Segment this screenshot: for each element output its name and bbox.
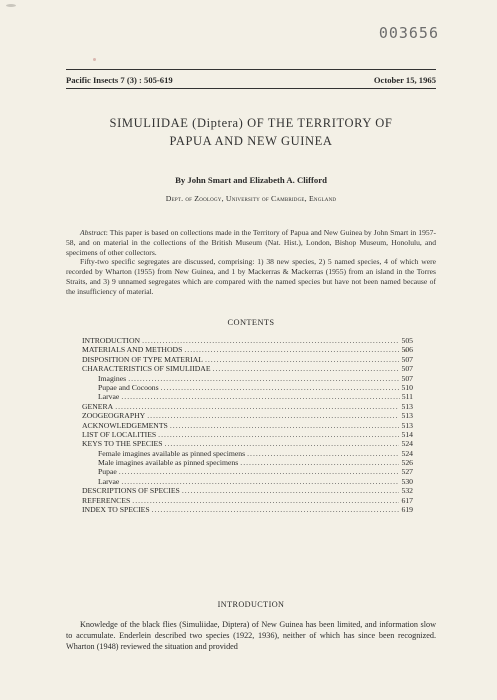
toc-entry-page: 514 (401, 429, 413, 439)
toc-leader-dots (121, 392, 399, 401)
toc-entry-page: 524 (401, 439, 413, 449)
toc-entry (82, 364, 413, 373)
toc-leader-dots (132, 496, 399, 505)
toc-entry-page: 510 (401, 382, 413, 392)
toc-leader-dots (147, 411, 399, 420)
journal-citation: Pacific Insects 7 (3) : 505-619 (66, 75, 173, 85)
toc-entry-page: 524 (401, 448, 413, 458)
toc-entry (82, 496, 413, 505)
contents-heading: CONTENTS (227, 318, 275, 327)
toc-entry-title: REFERENCES (82, 495, 131, 505)
toc-entry-title: LIST OF LOCALITIES (82, 429, 157, 439)
toc-entry-title: KEYS TO THE SPECIES (82, 439, 163, 449)
toc-entry-title: Pupae (98, 467, 117, 477)
toc-leader-dots (247, 449, 399, 458)
toc-entry-title: Pupae and Cocoons (98, 382, 159, 392)
header-rule-top (66, 69, 436, 70)
abstract-paragraph-1 (66, 228, 436, 257)
toc-entry (82, 467, 413, 476)
toc-entry-page: 527 (401, 467, 413, 477)
toc-leader-dots (152, 505, 400, 514)
toc-leader-dots (121, 477, 399, 486)
toc-entry-title: Female imagines available as pinned specimens (98, 448, 246, 458)
affiliation: Dept. of Zoology, University of Cambridge, England (165, 194, 337, 203)
toc-entry (82, 355, 413, 364)
author-line: By John Smart and Elizabeth A. Clifford (175, 175, 327, 185)
toc-entry (82, 411, 413, 420)
abstract-paragraph-2: Fifty-two specific segregates are discussed, comprising: 1) 38 new species, 2) 5 named species, 4 of which were recorded by Wharton (1955) from New Guinea, and 1 by Mackerras & Mackerras (1955) from an island in the Torres Straits, and 3) 9 unnamed segregates which are compared with the named species but have not been named because of the insufficiency of material. (66, 257, 436, 296)
toc-leader-dots (240, 458, 399, 467)
paper-title-line-2: PAPUA AND NEW GUINEA (169, 134, 333, 148)
toc-entry-title: Male imagines available as pinned specimens (98, 458, 239, 468)
publication-date: October 15, 1965 (373, 75, 436, 85)
paper-stain (93, 58, 96, 61)
introduction-heading: INTRODUCTION (217, 600, 285, 609)
introduction-text (66, 619, 436, 653)
toc-entry-title: INTRODUCTION (82, 336, 141, 345)
toc-leader-dots (161, 383, 400, 392)
toc-entry-title: MATERIALS AND METHODS (82, 345, 183, 355)
journal-header (66, 75, 436, 85)
toc-leader-dots (213, 364, 400, 373)
toc-leader-dots (170, 421, 400, 430)
toc-entry-title: GENERA (82, 401, 114, 411)
toc-leader-dots (128, 374, 399, 383)
toc-entry-page: 513 (401, 420, 413, 430)
table-of-contents (82, 336, 413, 514)
paper-title-line-1: SIMULIIDAE (Diptera) OF THE TERRITORY OF (109, 116, 393, 130)
toc-entry (82, 336, 413, 345)
introduction-paragraph: Knowledge of the black flies (Simuliidae, Diptera) of New Guinea has been limited, and information slow to accumulate. Enderlein described two species (1922, 1936), neither of which has since been recognized. Wharton (1948) reviewed the situation and provided (66, 620, 436, 652)
toc-entry-page: 506 (401, 345, 413, 355)
toc-entry-title: DESCRIPTIONS OF SPECIES (82, 486, 180, 496)
toc-entry (82, 439, 413, 448)
toc-entry (82, 505, 413, 514)
header-rule-bottom (66, 88, 436, 89)
toc-entry-page: 617 (401, 495, 413, 505)
toc-entry-title: Larvae (98, 476, 120, 486)
toc-entry-title: Imagines (98, 373, 127, 383)
abstract (66, 228, 436, 297)
toc-entry-page: 526 (401, 458, 413, 468)
toc-entry-title: Larvae (98, 392, 120, 402)
toc-entry-page: 511 (401, 392, 413, 402)
toc-entry-page: 507 (401, 373, 413, 383)
paper-title (66, 114, 436, 150)
toc-entry-title: ACKNOWLEDGEMENTS (82, 420, 168, 430)
toc-entry-page: 513 (401, 411, 413, 421)
toc-entry-page: 530 (401, 476, 413, 486)
toc-entry (82, 477, 413, 486)
toc-leader-dots (165, 439, 400, 448)
toc-entry (82, 430, 413, 439)
abstract-text-1: : This paper is based on collections made in the Territory of Papua and New Guinea by John Smart in 1957-58, and on material in the collections of the British Museum (Nat. Hist.), London, Bishop Museum, Honolulu, and specimens of other collectors. (66, 228, 436, 257)
toc-entry (82, 374, 413, 383)
toc-leader-dots (158, 430, 399, 439)
toc-entry-page: 532 (401, 486, 413, 496)
toc-entry-title: DISPOSITION OF TYPE MATERIAL (82, 354, 203, 364)
toc-leader-dots (119, 467, 400, 476)
toc-entry-title: ZOOGEOGRAPHY (82, 411, 146, 421)
toc-entry (82, 458, 413, 467)
toc-entry (82, 486, 413, 495)
toc-entry-page: 619 (401, 505, 413, 515)
toc-leader-dots (184, 345, 399, 354)
toc-leader-dots (182, 486, 400, 495)
toc-leader-dots (142, 336, 399, 345)
toc-entry-title: INDEX TO SPECIES (82, 505, 150, 515)
toc-entry-page: 505 (401, 336, 413, 345)
toc-entry-page: 507 (401, 354, 413, 364)
toc-entry (82, 402, 413, 411)
toc-entry (82, 392, 413, 401)
toc-entry-page: 507 (401, 364, 413, 374)
toc-entry-title: CHARACTERISTICS OF SIMULIIDAE (82, 364, 211, 374)
toc-entry (82, 345, 413, 354)
accession-number: 003656 (378, 24, 439, 42)
toc-entry (82, 383, 413, 392)
toc-entry (82, 421, 413, 430)
paper-stain (6, 4, 16, 7)
toc-leader-dots (205, 355, 400, 364)
toc-leader-dots (115, 402, 399, 411)
toc-entry (82, 449, 413, 458)
toc-entry-page: 513 (401, 401, 413, 411)
abstract-label: Abstract (80, 228, 106, 237)
